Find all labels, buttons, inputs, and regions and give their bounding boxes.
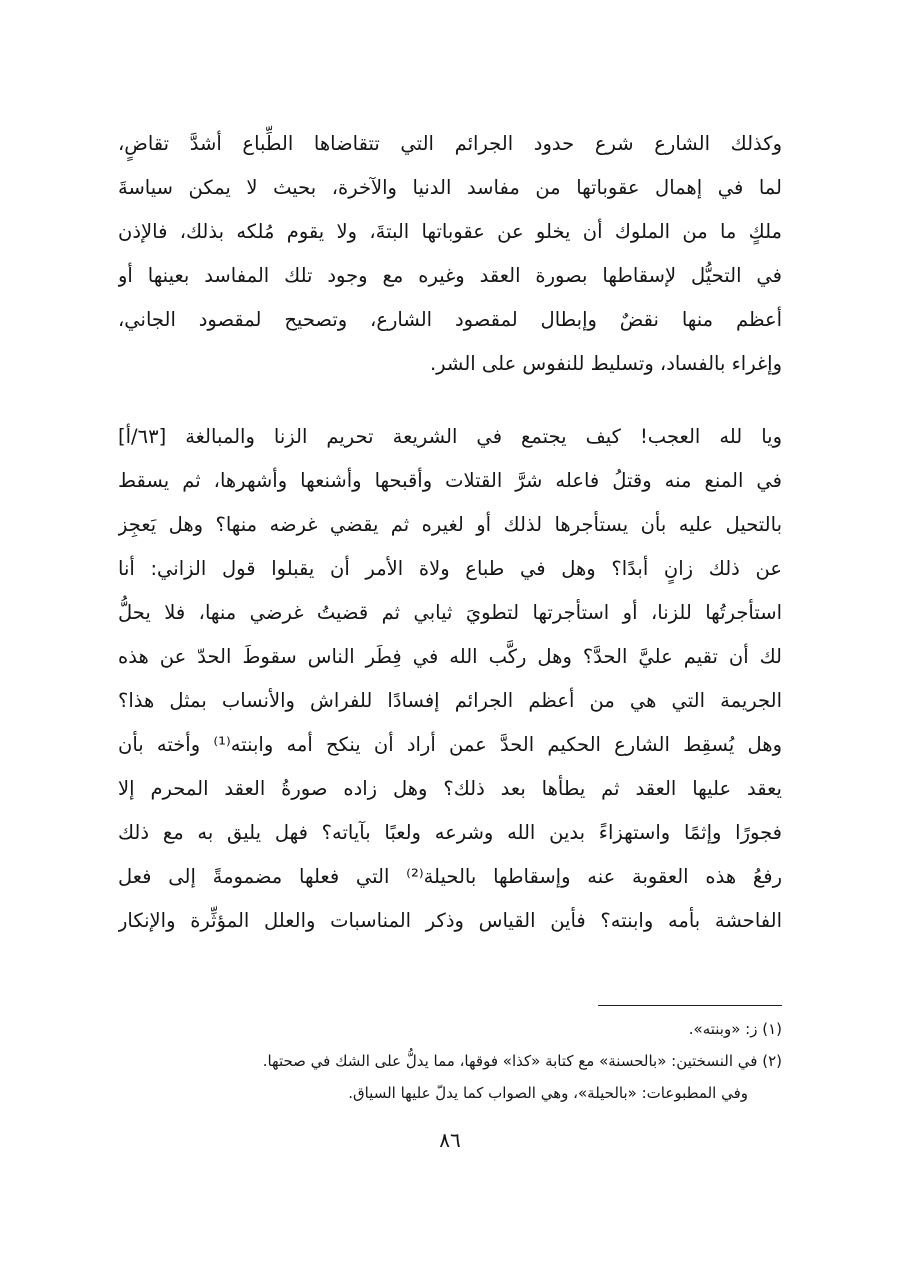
footnote-1: (١) ز: «وبنته». [688, 1020, 782, 1038]
footnotes [118, 1013, 782, 1109]
paragraph-line: يعقد عليها العقد ثم يطأها بعد ذلك؟ وهل زاده صورةُ العقد المحرم إلا [118, 777, 782, 800]
paragraph-line: فجورًا وإثمًا واستهزاءً بدين الله وشرعه ولعبًا بآياته؟ فهل يليق به مع ذلك [118, 821, 782, 844]
paragraph-line: لك أن تقيم عليَّ الحدَّ؟ وهل ركَّب الله في فِطَر الناس سقوطَ الحدّ عن هذه [118, 645, 782, 668]
page-number: ٨٦ [439, 1128, 461, 1152]
paragraph-line: عن ذلك زانٍ أبدًا؟ وهل في طباع ولاة الأمر أن يقبلوا قول الزاني: أنا [118, 557, 782, 580]
footnote-separator [598, 1005, 782, 1006]
paragraph-line: بالتحيل عليه بأن يستأجرها لذلك أو لغيره ثم يقضي غرضه منها؟ وهل يَعجِز [118, 513, 782, 536]
paragraph-line: الفاحشة بأمه وابنته؟ فأين القياس وذكر المناسبات والعلل المؤثِّرة والإنكار [118, 909, 782, 932]
paragraph-line: ويا لله العجب! كيف يجتمع في الشريعة تحريم الزنا والمبالغة [٦٣/أ] [118, 425, 782, 448]
paragraph-line: ملكٍ ما من الملوك أن يخلو عن عقوباتها البتةَ، ولا يقوم مُلكه بذلك، فالإذن [118, 220, 782, 243]
paragraph-line: أعظم منها نقضٌ وإبطال لمقصود الشارع، وتصحيح لمقصود الجاني، [118, 308, 782, 331]
paragraph-line: رفعُ هذه العقوبة عنه وإسقاطها بالحيلة⁽²⁾ التي فعلها مضمومةً إلى فعل [118, 865, 782, 888]
paragraph-1 [118, 122, 782, 386]
footnote-2: (٢) في النسختين: «بالحسنة» مع كتابة «كذا» فوقها، مما يدلُّ على الشك في صحتها. [262, 1052, 782, 1070]
paragraph-line: لما في إهمال عقوباتها من مفاسد الدنيا والآخرة، بحيث لا يمكن سياسةَ [118, 176, 782, 199]
paragraph-line: في المنع منه وقتلُ فاعله شرَّ القتلات وأقبحها وأشنعها وأشهرها، ثم يسقط [118, 469, 782, 492]
paragraph-line: في التحيُّل لإسقاطها بصورة العقد وغيره مع وجود تلك المفاسد بعينها أو [118, 264, 782, 287]
paragraph-2 [118, 415, 782, 943]
paragraph-line: استأجرتُها للزنا، أو استأجرتها لتطويَ ثيابي ثم قضيتُ غرضي منها، فلا يحلُّ [118, 601, 782, 624]
paragraph-line: الجريمة التي هي من أعظم الجرائم إفسادًا للفراش والأنساب بمثل هذا؟ [118, 689, 782, 712]
paragraph-line: وهل يُسقِط الشارع الحكيم الحدَّ عمن أراد أن ينكح أمه وابنته⁽¹⁾ وأخته بأن [118, 733, 782, 756]
footnote-2-continuation: وفي المطبوعات: «بالحيلة»، وهي الصواب كما يدلّ عليها السياق. [348, 1084, 748, 1102]
paragraph-line: وكذلك الشارع شرع حدود الجرائم التي تتقاضاها الطِّباع أشدَّ تقاضٍ، [118, 132, 782, 155]
paragraph-line: وإغراء بالفساد، وتسليط للنفوس على الشر. [429, 352, 782, 375]
